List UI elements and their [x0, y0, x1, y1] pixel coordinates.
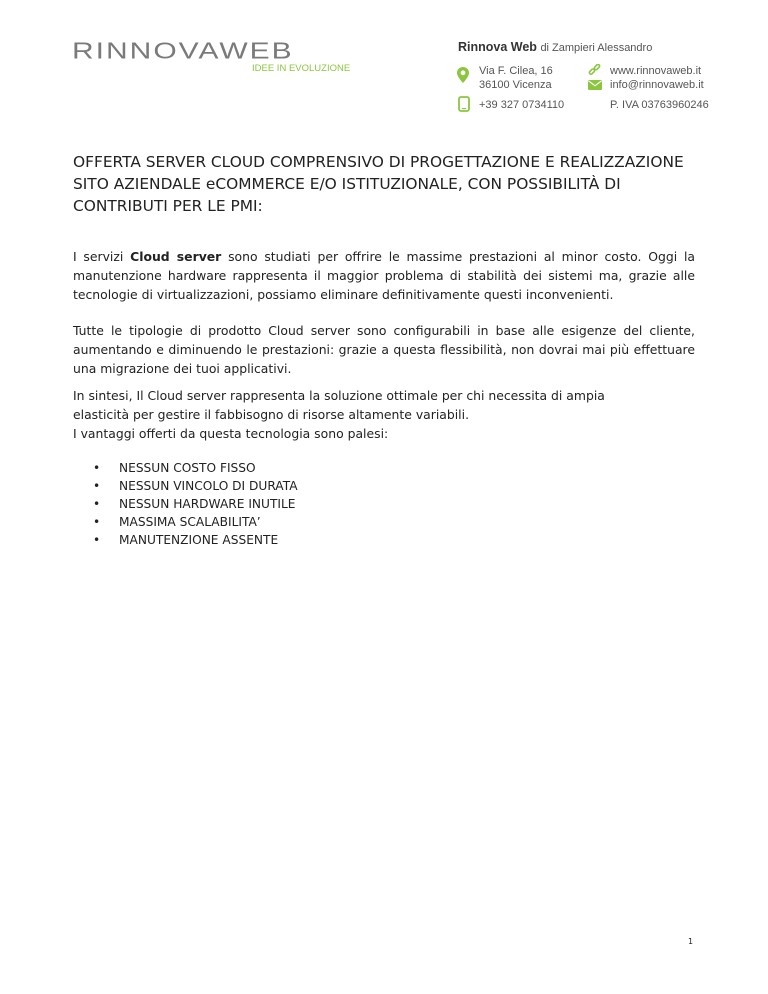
- website-link[interactable]: www.rinnovaweb.it: [610, 65, 702, 77]
- company-name: Rinnova Web: [458, 40, 537, 54]
- address-street: Via F. Cilea, 16: [479, 65, 553, 77]
- list-item-text: NESSUN HARDWARE INUTILE: [119, 497, 296, 511]
- list-item-text: MASSIMA SCALABILITA’: [119, 515, 261, 529]
- summary-line-2: elasticità per gestire il fabbisogno di risorse altamente variabili.: [73, 407, 470, 422]
- map-pin-icon: [456, 66, 470, 84]
- paragraph-summary: [73, 386, 695, 443]
- summary-line-1: In sintesi, Il Cloud server rappresenta la soluzione ottimale per chi necessita di ampia: [73, 388, 605, 403]
- company-owner: di Zampieri Alessandro: [540, 42, 653, 54]
- vat-number: P. IVA 03763960246: [610, 99, 709, 111]
- list-item: [93, 495, 298, 513]
- address-city: 36100 Vicenza: [479, 79, 552, 91]
- bullet-glyph: •: [93, 497, 101, 511]
- company-name-line: [458, 40, 652, 54]
- phone-number: +39 327 0734110: [479, 99, 565, 111]
- bullet-glyph: •: [93, 461, 101, 475]
- summary-line-3: I vantaggi offerti da questa tecnologia sono palesi:: [73, 426, 389, 441]
- para1-prefix: I servizi: [73, 249, 131, 264]
- document-title: OFFERTA SERVER CLOUD COMPRENSIVO DI PROGETTAZIONE E REALIZZAZIONE SITO AZIENDALE eCOMMERCE E/O ISTITUZIONALE, CON POSSIBILITÀ DI CONTRIBUTI PER LE PMI:: [73, 153, 684, 215]
- para1-bold: Cloud server: [130, 249, 222, 264]
- logo-wordmark: RINNOVAWEB: [72, 38, 294, 65]
- paragraph-flexibility: Tutte le tipologie di prodotto Cloud server sono configurabili in base alle esigenze del cliente, aumentando e diminuendo le prestazioni: grazie a questa flessibilità, non dovrai mai più effettuare una migrazione dei tuoi applicativi.: [73, 323, 695, 376]
- list-item: [93, 459, 298, 477]
- logo-tagline: IDEE IN EVOLUZIONE: [252, 63, 351, 74]
- address-block: [479, 64, 553, 92]
- list-item-text: MANUTENZIONE ASSENTE: [119, 533, 279, 547]
- bullet-glyph: •: [93, 479, 101, 493]
- phone-icon: [458, 96, 470, 112]
- list-item: [93, 531, 298, 549]
- list-item-text: NESSUN VINCOLO DI DURATA: [119, 479, 298, 493]
- link-icon: [588, 64, 601, 77]
- paragraph-intro: [73, 247, 695, 304]
- company-logo: [72, 38, 351, 76]
- advantages-list: [93, 459, 298, 549]
- page-number: 1: [688, 937, 694, 946]
- list-item-text: NESSUN COSTO FISSO: [119, 461, 256, 475]
- list-item: [93, 477, 298, 495]
- para1-rest: sono studiati per offrire le massime prestazioni al minor costo. Oggi la manutenzione hardware rappresenta il maggior problema di stabilità dei sistemi ma, grazie alle tecnologie di virtualizzazioni, possiamo eliminare definitivamente questi inconvenienti.: [73, 249, 695, 302]
- list-item: [93, 513, 298, 531]
- contact-block: [610, 64, 704, 92]
- mail-icon: [588, 80, 602, 90]
- bullet-glyph: •: [93, 533, 101, 547]
- email-link[interactable]: info@rinnovaweb.it: [610, 79, 704, 91]
- bullet-glyph: •: [93, 515, 101, 529]
